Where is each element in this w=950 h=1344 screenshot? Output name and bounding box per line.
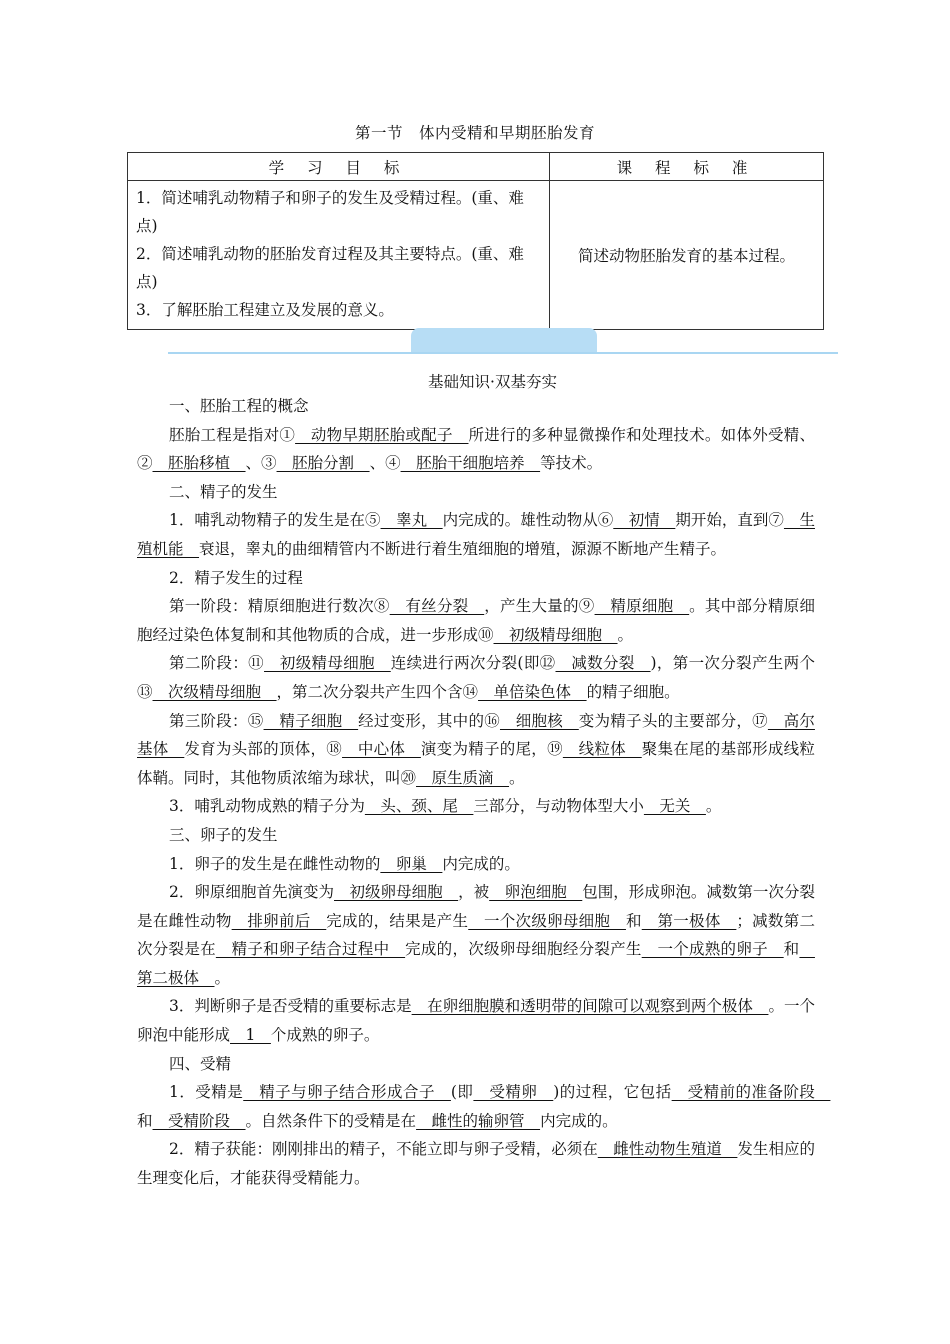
answer-blank: 次级精母细胞	[152, 682, 277, 701]
text-segment: 、③	[245, 454, 277, 473]
text-segment: 期开始，直到⑦	[675, 511, 784, 530]
answer-blank: 一个成熟的卵子	[641, 940, 784, 959]
text-segment: 内完成的。	[540, 1111, 618, 1130]
paragraph	[137, 707, 815, 793]
text-segment: 。	[214, 968, 231, 987]
text-segment: 经过变形，其中的⑯	[358, 711, 500, 730]
paragraph	[137, 421, 815, 478]
text-segment: 聚集在尾的基部形成线粒体鞘。同时，其他物质浓缩为球状，叫⑳	[137, 740, 815, 787]
text-segment: 的精子细胞。	[586, 682, 680, 701]
text-segment: 胚胎工程是指对①	[169, 425, 296, 444]
text-segment: 变为精子头的主要部分，⑰	[578, 711, 768, 730]
text-segment: ，第二次分裂共产生四个含⑭	[276, 682, 479, 701]
text-segment: 演变为精子的尾，⑲	[420, 740, 563, 759]
text-segment: 1．卵子的发生是在雌性动物的	[169, 854, 381, 873]
answer-blank: 胚胎干细胞培养	[400, 454, 541, 473]
text-segment: )，第一次分裂产生两个⑬	[137, 654, 815, 701]
text-segment: 第三阶段：⑮	[169, 711, 264, 730]
text-segment: 包围，形成卵泡。减数第一次分裂是在雌性动物	[137, 883, 815, 930]
text-segment: 。	[617, 625, 634, 644]
answer-blank: 生殖机能	[137, 511, 815, 558]
answer-blank: 第二极体	[137, 940, 815, 987]
text-segment: 2．卵原细胞首先演变为	[169, 883, 335, 902]
text-segment: ，被	[458, 883, 490, 902]
text-segment: 。	[705, 797, 722, 816]
text-segment: 第一阶段：精原细胞进行数次⑧	[169, 597, 390, 616]
answer-blank: 减数分裂	[555, 654, 651, 673]
answer-blank: 胚胎分割	[276, 454, 370, 473]
text-segment: 和	[783, 940, 800, 959]
answer-blank: 受精阶段	[152, 1111, 246, 1130]
section-banner-tab	[411, 328, 597, 353]
paragraph	[137, 564, 815, 593]
answer-blank: 动物早期胚胎或配子	[295, 425, 469, 444]
text-segment: 二、精子的发生	[169, 482, 278, 501]
text-segment: 内完成的。雄性动物从⑥	[442, 511, 614, 530]
answer-blank: 睾丸	[380, 511, 443, 530]
text-segment: ，产生大量的⑨	[484, 597, 595, 616]
section-title: 基础知识·双基夯实	[428, 373, 557, 391]
paragraph	[137, 878, 815, 992]
text-segment: )的过程，它包括	[553, 1083, 672, 1102]
text-segment: 1．哺乳动物精子的发生是在⑤	[169, 511, 381, 530]
answer-blank: 细胞核	[499, 711, 579, 730]
text-segment: 等技术。	[540, 454, 603, 473]
page-title: 第一节 体内受精和早期胚胎发育	[354, 124, 595, 142]
text-segment: 。自然条件下的受精是在	[245, 1111, 417, 1130]
learning-goals-cell	[128, 181, 550, 330]
text-segment: ；减数第二次分裂是在	[137, 911, 815, 959]
text-segment: 1．受精是	[169, 1083, 244, 1102]
text-segment: 完成的，次级卵母细胞经分裂产生	[405, 940, 642, 959]
answer-blank: 精子和卵子结合过程中	[215, 940, 406, 959]
answer-blank: 初级卵母细胞	[334, 883, 459, 902]
header-learning-goals: 学 习 目 标	[128, 153, 550, 181]
paragraph	[137, 1078, 831, 1135]
text-segment: 连续进行两次分裂(即⑫	[390, 654, 556, 673]
answer-blank: 在卵细胞膜和透明带的间隙可以观察到两个极体	[411, 997, 769, 1016]
paragraph	[137, 649, 815, 706]
answer-blank: 初级精母细胞	[493, 625, 618, 644]
section-banner-line	[168, 352, 838, 354]
text-segment: 衰退，睾丸的曲细精管内不断进行着生殖细胞的增殖，源源不断地产生精子。	[199, 539, 727, 558]
paragraph	[137, 478, 815, 507]
answer-blank: 有丝分裂	[389, 597, 485, 616]
text-segment: 一、胚胎工程的概念	[169, 397, 309, 415]
paragraph	[137, 850, 815, 879]
paragraph	[137, 1135, 815, 1192]
answer-blank: 初级精母细胞	[264, 654, 391, 673]
answer-blank: 受精前的准备阶段	[671, 1083, 831, 1102]
answer-blank: 1	[230, 1026, 271, 1045]
text-segment: 四、受精	[169, 1054, 232, 1073]
text-segment: 三、卵子的发生	[169, 825, 278, 844]
answer-blank: 一个次级卵母细胞	[468, 911, 626, 930]
text-segment: 。	[509, 768, 525, 787]
text-segment: 。一个卵泡中能形成	[137, 997, 815, 1045]
answer-blank: 排卵前后	[231, 911, 327, 930]
paragraph	[137, 992, 815, 1049]
answer-blank: 头、颈、尾	[364, 797, 474, 816]
answer-blank: 第一极体	[641, 911, 737, 930]
answer-blank: 线粒体	[562, 740, 642, 759]
header-curriculum-standard: 课 程 标 准	[550, 153, 824, 181]
answer-blank: 单倍染色体	[478, 682, 587, 701]
paragraph	[137, 1050, 815, 1079]
text-segment: 3．判断卵子是否受精的重要标志是	[169, 997, 412, 1016]
text-segment: 完成的，结果是产生	[326, 911, 469, 930]
paragraph	[137, 506, 815, 563]
paragraph	[137, 792, 815, 821]
answer-blank: 受精卵	[473, 1083, 554, 1102]
paragraph	[137, 592, 815, 649]
paragraph	[137, 392, 815, 421]
answer-blank: 精子细胞	[263, 711, 359, 730]
text-segment: 发生相应的生理变化后，才能获得受精能力。	[137, 1140, 815, 1188]
answer-blank: 中心体	[342, 740, 421, 759]
text-segment: 三部分，与动物体型大小	[473, 797, 644, 816]
answer-blank: 卵泡细胞	[489, 883, 583, 902]
content-body	[137, 392, 831, 1193]
answer-blank: 雌性动物生殖道	[597, 1140, 738, 1159]
answer-blank: 原生质滴	[416, 768, 510, 787]
text-segment: 第二阶段：⑪	[169, 654, 265, 673]
goal-item: 2．简述哺乳动物的胚胎发育过程及其主要特点。(重、难点)	[136, 245, 524, 291]
answer-blank: 雌性的输卵管	[416, 1111, 541, 1130]
text-segment: 、④	[369, 454, 401, 473]
text-segment: 2．精子获能：刚刚排出的精子，不能立即与卵子受精，必须在	[169, 1140, 598, 1159]
goal-item: 1．简述哺乳动物精子和卵子的发生及受精过程。(重、难点)	[136, 189, 524, 235]
text-segment: 。其中部分精原细胞经过染色体复制和其他物质的合成，进一步形成⑩	[137, 597, 815, 644]
text-segment: 和	[625, 911, 642, 930]
answer-blank: 精原细胞	[594, 597, 690, 616]
text-segment: 和	[137, 1111, 153, 1130]
text-segment: 发育为头部的顶体，⑱	[184, 740, 343, 759]
text-segment: 个成熟的卵子。	[270, 1026, 380, 1045]
answer-blank: 卵巢	[380, 854, 443, 873]
answer-blank: 精子与卵子结合形成合子	[243, 1083, 451, 1102]
paragraph	[137, 821, 815, 850]
text-segment: 3．哺乳动物成熟的精子分为	[169, 797, 365, 816]
goal-item: 3．了解胚胎工程建立及发展的意义。	[136, 301, 394, 319]
answer-blank: 胚胎移植	[152, 454, 246, 473]
text-segment: 所进行的多种显微操作和处理技术。如体外受精、②	[137, 425, 815, 473]
text-segment: 内完成的。	[442, 854, 520, 873]
text-segment: (即	[450, 1083, 474, 1102]
text-segment: 2．精子发生的过程	[169, 568, 303, 587]
objectives-table	[127, 152, 824, 330]
answer-blank: 高尔基体	[137, 711, 815, 759]
answer-blank: 无关	[643, 797, 706, 816]
answer-blank: 初情	[613, 511, 676, 530]
curriculum-standard-cell: 简述动物胚胎发育的基本过程。	[550, 181, 824, 330]
